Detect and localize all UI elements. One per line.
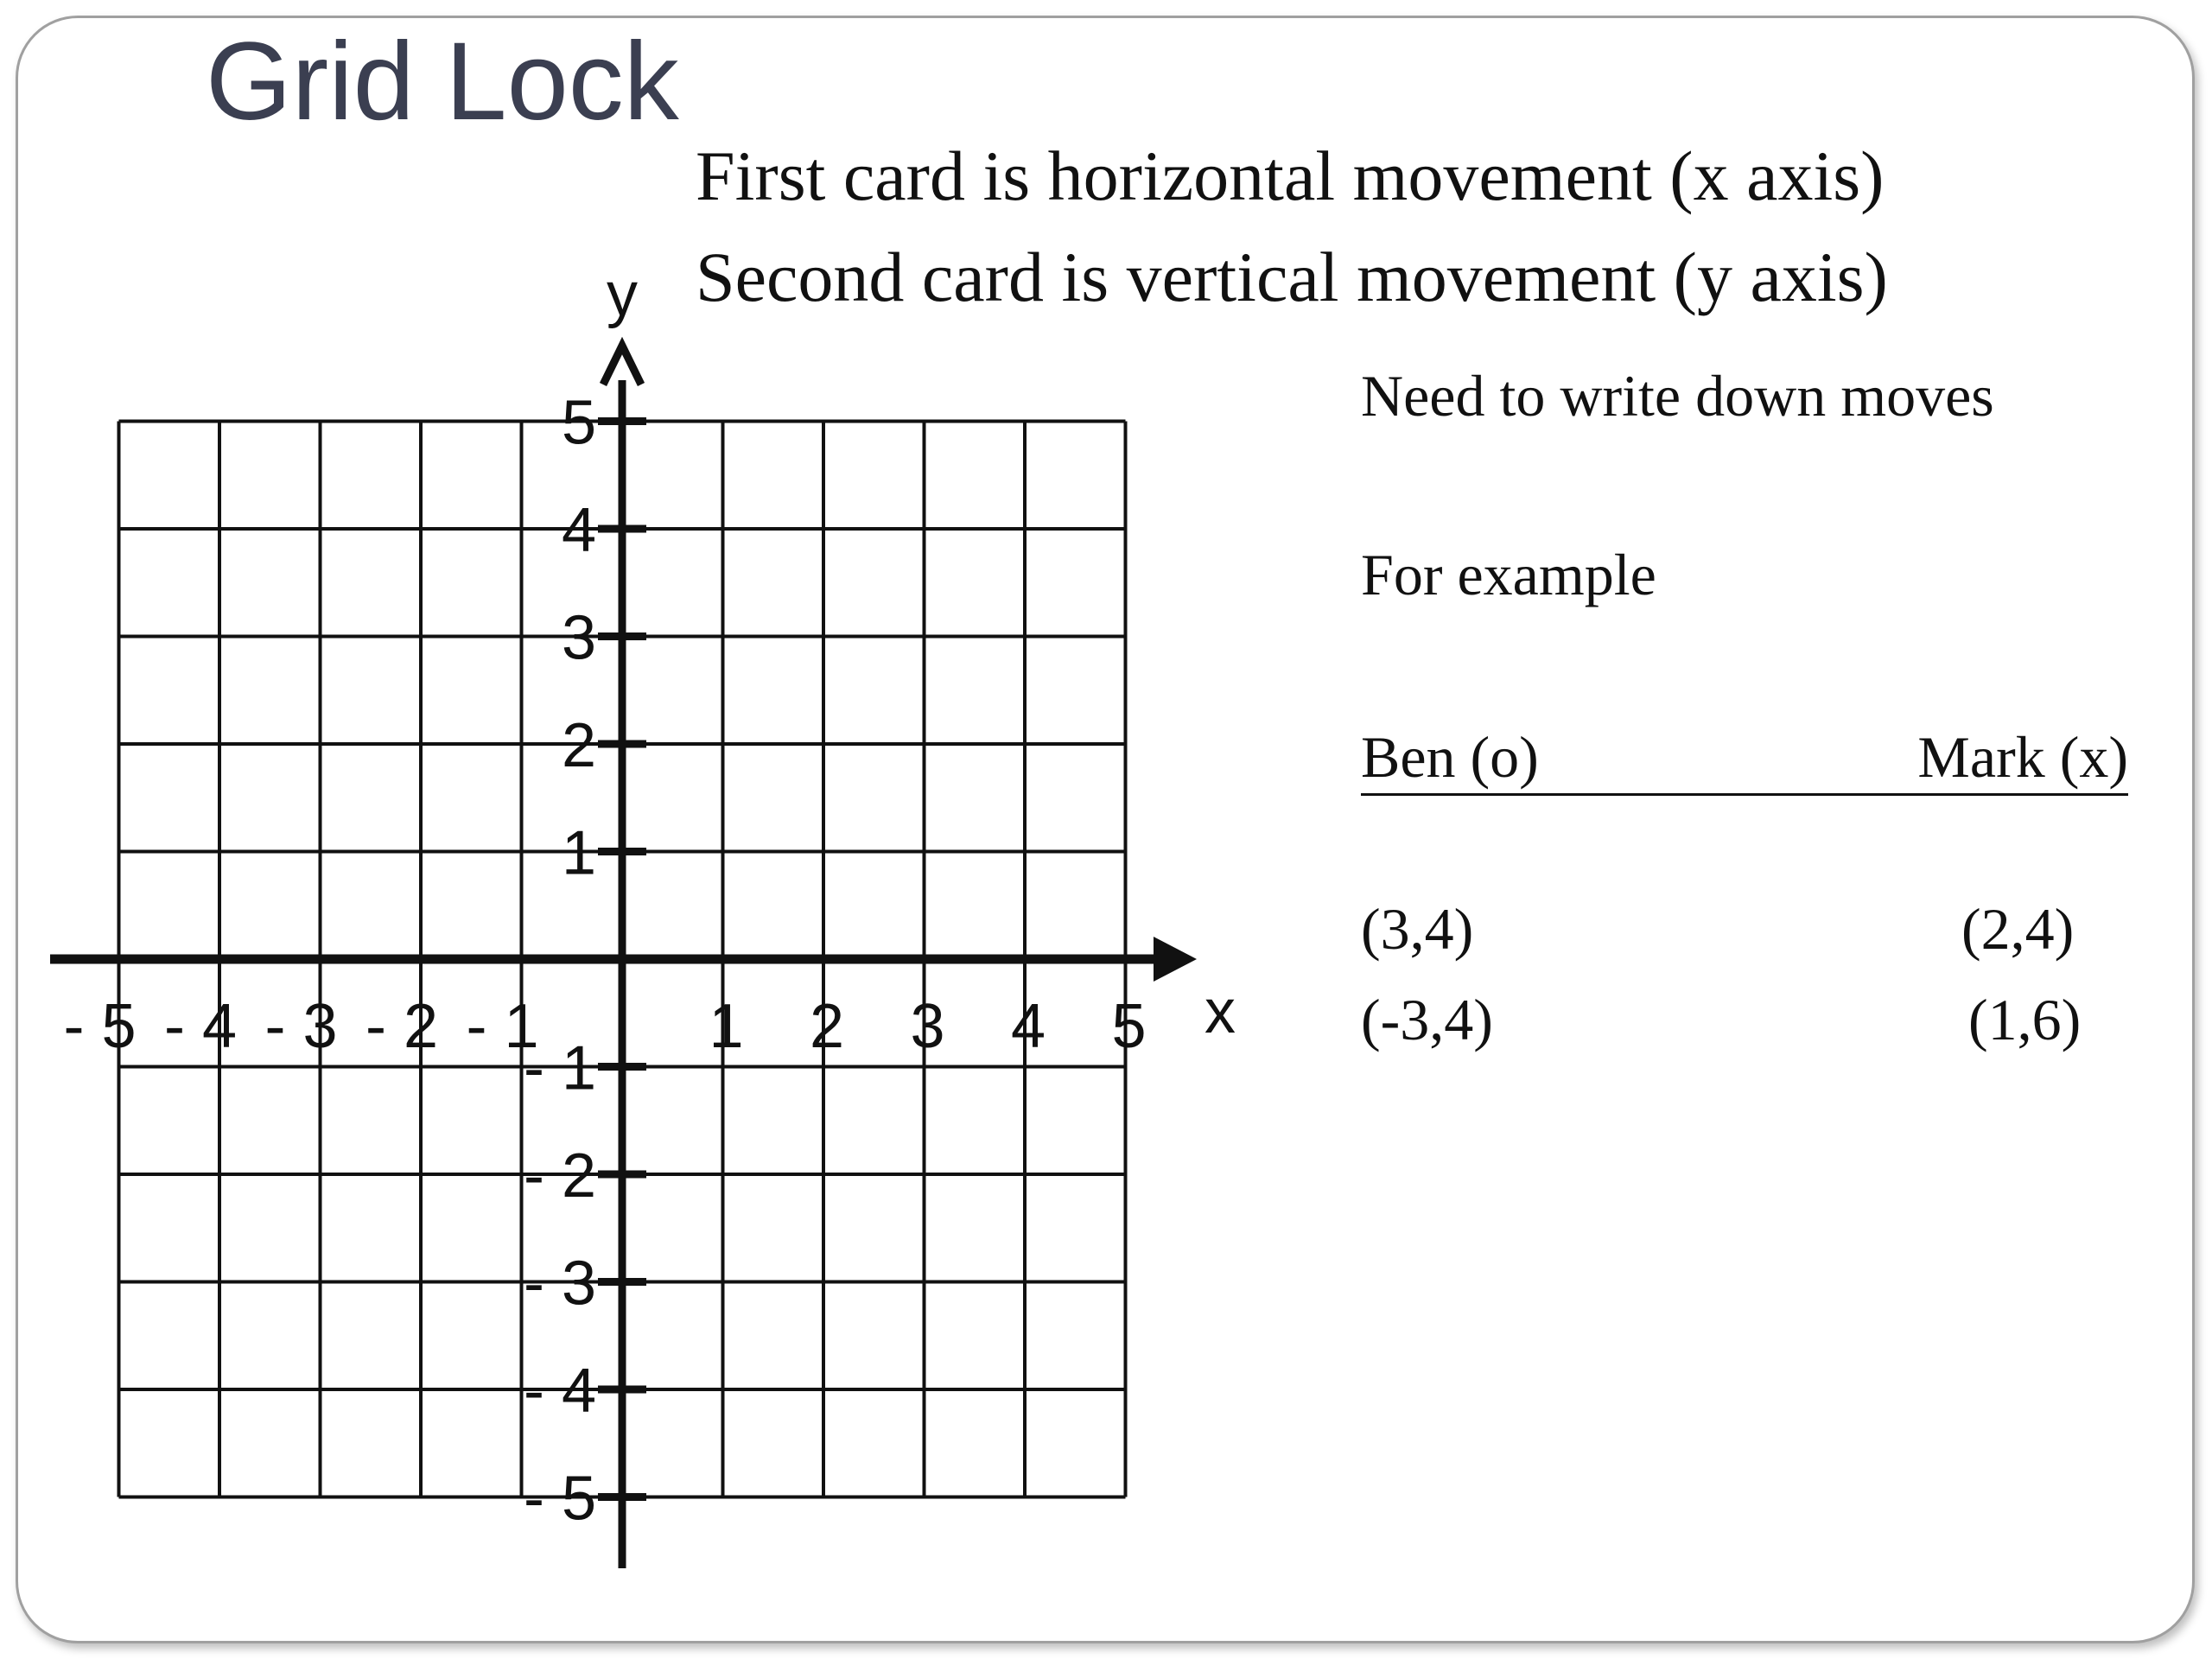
x-tick-label: 2 — [809, 992, 845, 1061]
y-tick-label: - 4 — [523, 1357, 596, 1426]
slide-title: Grid Lock — [206, 20, 679, 143]
x-tick-label: - 3 — [264, 992, 338, 1061]
move-ben-2: (-3,4) — [1361, 987, 1493, 1052]
tick-labels — [63, 260, 1236, 1534]
x-tick-label: 5 — [1111, 992, 1147, 1061]
x-tick-label: - 4 — [163, 992, 237, 1061]
y-axis-label: y — [607, 260, 638, 329]
x-tick-label: 3 — [910, 992, 945, 1061]
y-tick-label: 1 — [561, 818, 596, 888]
x-tick-label: - 2 — [365, 992, 438, 1061]
header-mark: Mark (x) — [1917, 724, 2128, 791]
header-ben: Ben (o) — [1361, 724, 1539, 791]
y-tick-label: - 1 — [523, 1033, 596, 1103]
x-tick-label: 4 — [1010, 992, 1046, 1061]
y-tick-label: 3 — [561, 603, 596, 673]
example-label: For example — [1361, 542, 1656, 607]
x-tick-label: - 1 — [466, 992, 539, 1061]
move-mark-2: (1,6) — [1968, 987, 2082, 1052]
x-axis-arrow — [1154, 937, 1197, 982]
y-tick-label: 5 — [561, 388, 596, 458]
moves-table-header — [1361, 717, 2128, 796]
y-axis-arrowhead — [603, 346, 641, 385]
intro-line-horizontal: First card is horizontal movement (x axis) — [696, 137, 1885, 215]
y-tick-label: 2 — [561, 711, 596, 780]
move-ben-1: (3,4) — [1361, 896, 1474, 962]
x-tick-label: - 5 — [63, 992, 137, 1061]
move-mark-1: (2,4) — [1961, 896, 2075, 962]
y-tick-label: - 3 — [523, 1249, 596, 1319]
x-axis-label: x — [1205, 977, 1236, 1046]
intro-line-vertical: Second card is vertical movement (y axis) — [696, 238, 1888, 316]
y-tick-label: - 5 — [523, 1464, 596, 1534]
y-tick-label: - 2 — [523, 1141, 596, 1211]
x-tick-label: 1 — [709, 992, 744, 1061]
note-text: Need to write down moves — [1361, 363, 1994, 429]
y-tick-label: 4 — [561, 496, 596, 565]
